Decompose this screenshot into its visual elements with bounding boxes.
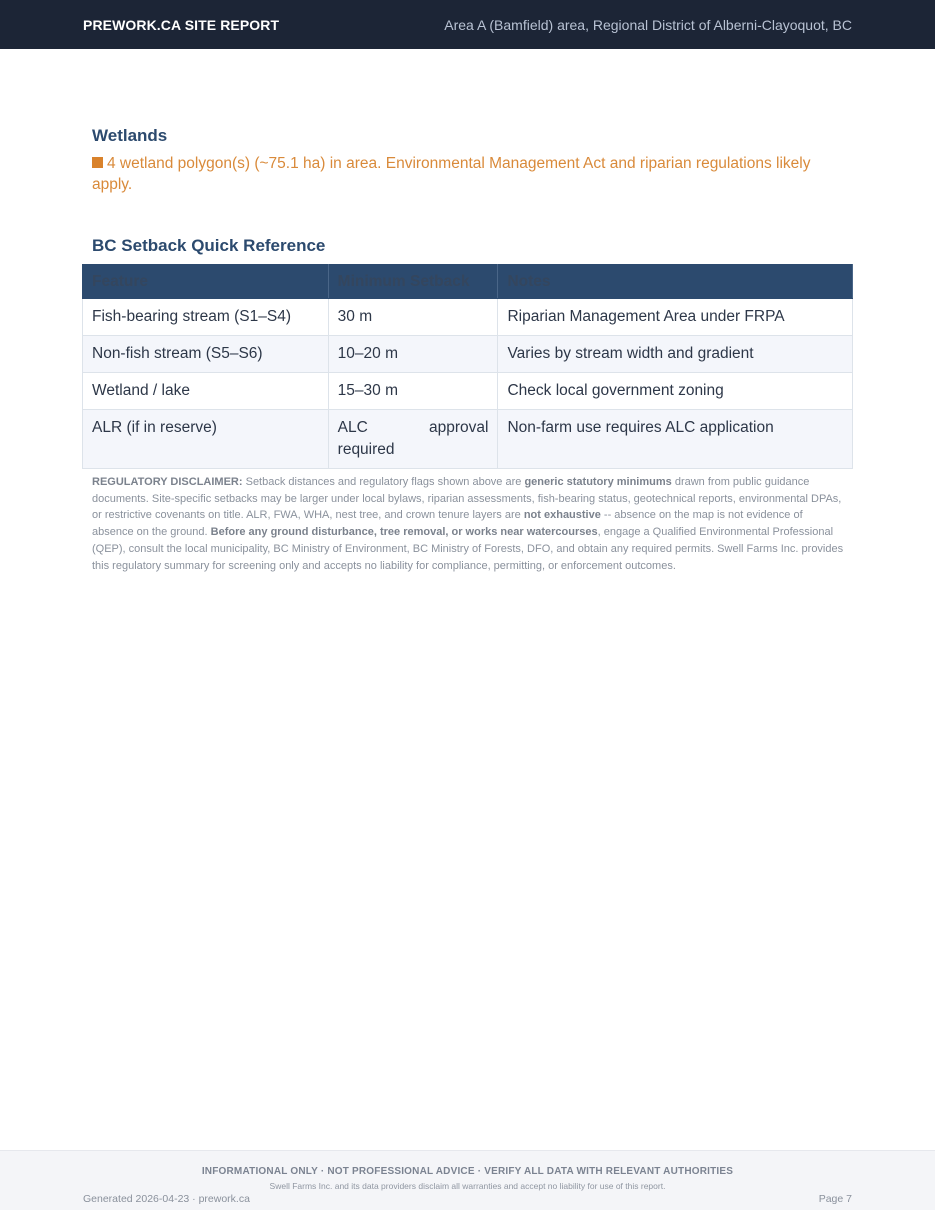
cell-setback: ALC approval required (328, 410, 498, 469)
cell-setback: 10–20 m (328, 336, 498, 373)
cell-notes: Check local government zoning (498, 373, 853, 410)
report-location: Area A (Bamfield) area, Regional District of Alberni-Clayoquot, BC (444, 16, 852, 33)
footer-liability: Swell Farms Inc. and its data providers disclaim all warranties and accept no liability for use of this report. (269, 1181, 666, 1191)
table-row (83, 410, 853, 469)
cell-notes: Riparian Management Area under FRPA (498, 299, 853, 336)
cell-feature: Fish-bearing stream (S1–S4) (83, 299, 329, 336)
cell-feature: Wetland / lake (83, 373, 329, 410)
cell-notes: Non-farm use requires ALC application (498, 410, 853, 469)
disclaimer-emphasis: Before any ground disturbance, tree removal, or works near watercourses (210, 526, 598, 539)
cell-feature: ALR (if in reserve) (83, 410, 329, 469)
column-header-notes: Notes (498, 265, 853, 299)
page-number: Page 7 (818, 1193, 852, 1205)
cell-feature: Non-fish stream (S5–S6) (83, 336, 329, 373)
wetlands-warning-text: 4 wetland polygon(s) (~75.1 ha) in area. Environmental Management Act and riparian regulations likely apply. (92, 155, 811, 193)
warning-square-icon (92, 157, 103, 168)
disclaimer-text: drawn from public guidance documents. Site-specific setbacks may be larger under local bylaws, riparian assessments, fish-bearing status, geotechnical reports, environmental DPAs, or restrictive covenants on title. ALR, FWA, WHA, nest tree, and crown tenure layers are (92, 476, 842, 522)
disclaimer-text: -- absence on the map is not evidence of absence on the ground. (92, 509, 803, 539)
table-row (83, 336, 853, 373)
column-header-minimum-setback: Minimum Setback (328, 265, 498, 299)
footer-generated: Generated 2026-04-23 · prework.ca (83, 1193, 250, 1205)
wetlands-warning (92, 153, 832, 195)
cell-setback: 15–30 m (328, 373, 498, 410)
disclaimer-text: Setback distances and regulatory flags shown above are (242, 476, 525, 488)
cell-setback: 30 m (328, 299, 498, 336)
table-header-row (83, 265, 853, 299)
report-footer (0, 1150, 935, 1210)
setback-table (82, 264, 853, 469)
cell-notes: Varies by stream width and gradient (498, 336, 853, 373)
setback-heading: BC Setback Quick Reference (92, 236, 326, 255)
regulatory-disclaimer (92, 474, 844, 574)
disclaimer-label: REGULATORY DISCLAIMER: (92, 476, 243, 488)
report-brand: PREWORK.CA SITE REPORT (83, 16, 280, 33)
wetlands-heading: Wetlands (92, 126, 168, 145)
table-row (83, 373, 853, 410)
disclaimer-text: , engage a Qualified Environmental Professional (QEP), consult the local municipality, BC Ministry of Environment, BC Ministry of Forests, DFO, and obtain any required permits. Swell Farms Inc. provides this regulatory summary for screening only and accepts no liability for compliance, permitting, or enforcement outcomes. (92, 526, 844, 572)
table-row (83, 299, 853, 336)
report-header (0, 0, 935, 49)
column-header-feature: Feature (83, 265, 329, 299)
disclaimer-emphasis: not exhaustive (523, 509, 601, 522)
disclaimer-emphasis: generic statutory minimums (524, 476, 672, 488)
footer-notice: INFORMATIONAL ONLY · NOT PROFESSIONAL ADVICE · VERIFY ALL DATA WITH RELEVANT AUTHORITIES (201, 1166, 734, 1177)
